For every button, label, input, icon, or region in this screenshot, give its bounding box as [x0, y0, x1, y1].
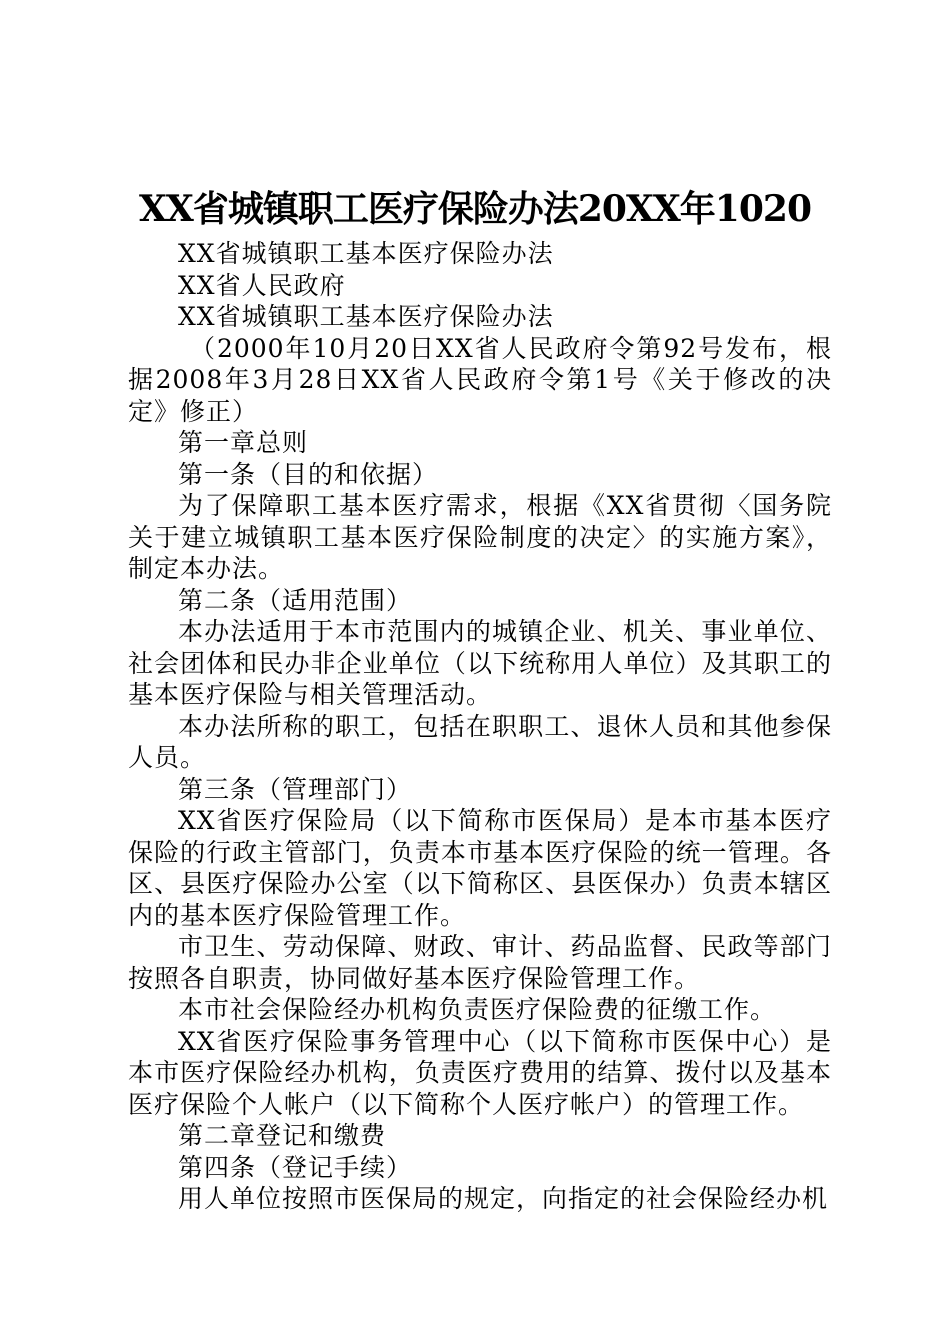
- chapter-heading: 第二章登记和缴费: [178, 1121, 387, 1150]
- paragraph: XX省人民政府: [178, 270, 346, 300]
- paragraph: （2000年10月20日XX省人民政府令第92号发布，根据2008年3月28日XX省人民政府令第1号《关于修改的决定》修正）: [128, 333, 832, 426]
- document-title: XX省城镇职工医疗保险办法20XX年1020: [138, 188, 812, 230]
- paragraph: XX省医疗保险局（以下简称市医保局）是本市基本医疗保险的行政主管部门，负责本市基本医疗保险的统一管理。各区、县医疗保险办公室（以下简称区、县医保办）负责本辖区内的基本医疗保险管理工作。: [128, 806, 832, 930]
- paragraph: 用人单位按照市医保局的规定，向指定的社会保险经办机: [178, 1184, 829, 1213]
- article-heading: 第二条（适用范围）: [178, 585, 413, 615]
- paragraph: 为了保障职工基本医疗需求，根据《XX省贯彻〈国务院关于建立城镇职工基本医疗保险制度的决定〉的实施方案》，制定本办法。: [128, 491, 832, 583]
- paragraph: XX省医疗保险事务管理中心（以下简称市医保中心）是本市医疗保险经办机构，负责医疗费用的结算、拨付以及基本医疗保险个人帐户（以下简称个人医疗帐户）的管理工作。: [128, 1026, 832, 1119]
- article-heading: 第一条（目的和依据）: [178, 459, 439, 489]
- document-body: [128, 238, 832, 1215]
- chapter-heading: 第一章总则: [178, 428, 309, 457]
- paragraph: 本市社会保险经办机构负责医疗保险费的征缴工作。: [178, 995, 777, 1024]
- paragraph: 市卫生、劳动保障、财政、审计、药品监督、民政等部门按照各自职责，协同做好基本医疗保险管理工作。: [128, 932, 832, 993]
- article-heading: 第三条（管理部门）: [178, 774, 413, 804]
- article-heading: 第四条（登记手续）: [178, 1152, 413, 1182]
- paragraph: XX省城镇职工基本医疗保险办法: [178, 302, 554, 331]
- paragraph: 本办法所称的职工，包括在职职工、退休人员和其他参保人员。: [128, 711, 832, 772]
- paragraph: XX省城镇职工基本医疗保险办法: [178, 239, 554, 268]
- paragraph: 本办法适用于本市范围内的城镇企业、机关、事业单位、社会团体和民办非企业单位（以下统称用人单位）及其职工的基本医疗保险与相关管理活动。: [128, 617, 832, 709]
